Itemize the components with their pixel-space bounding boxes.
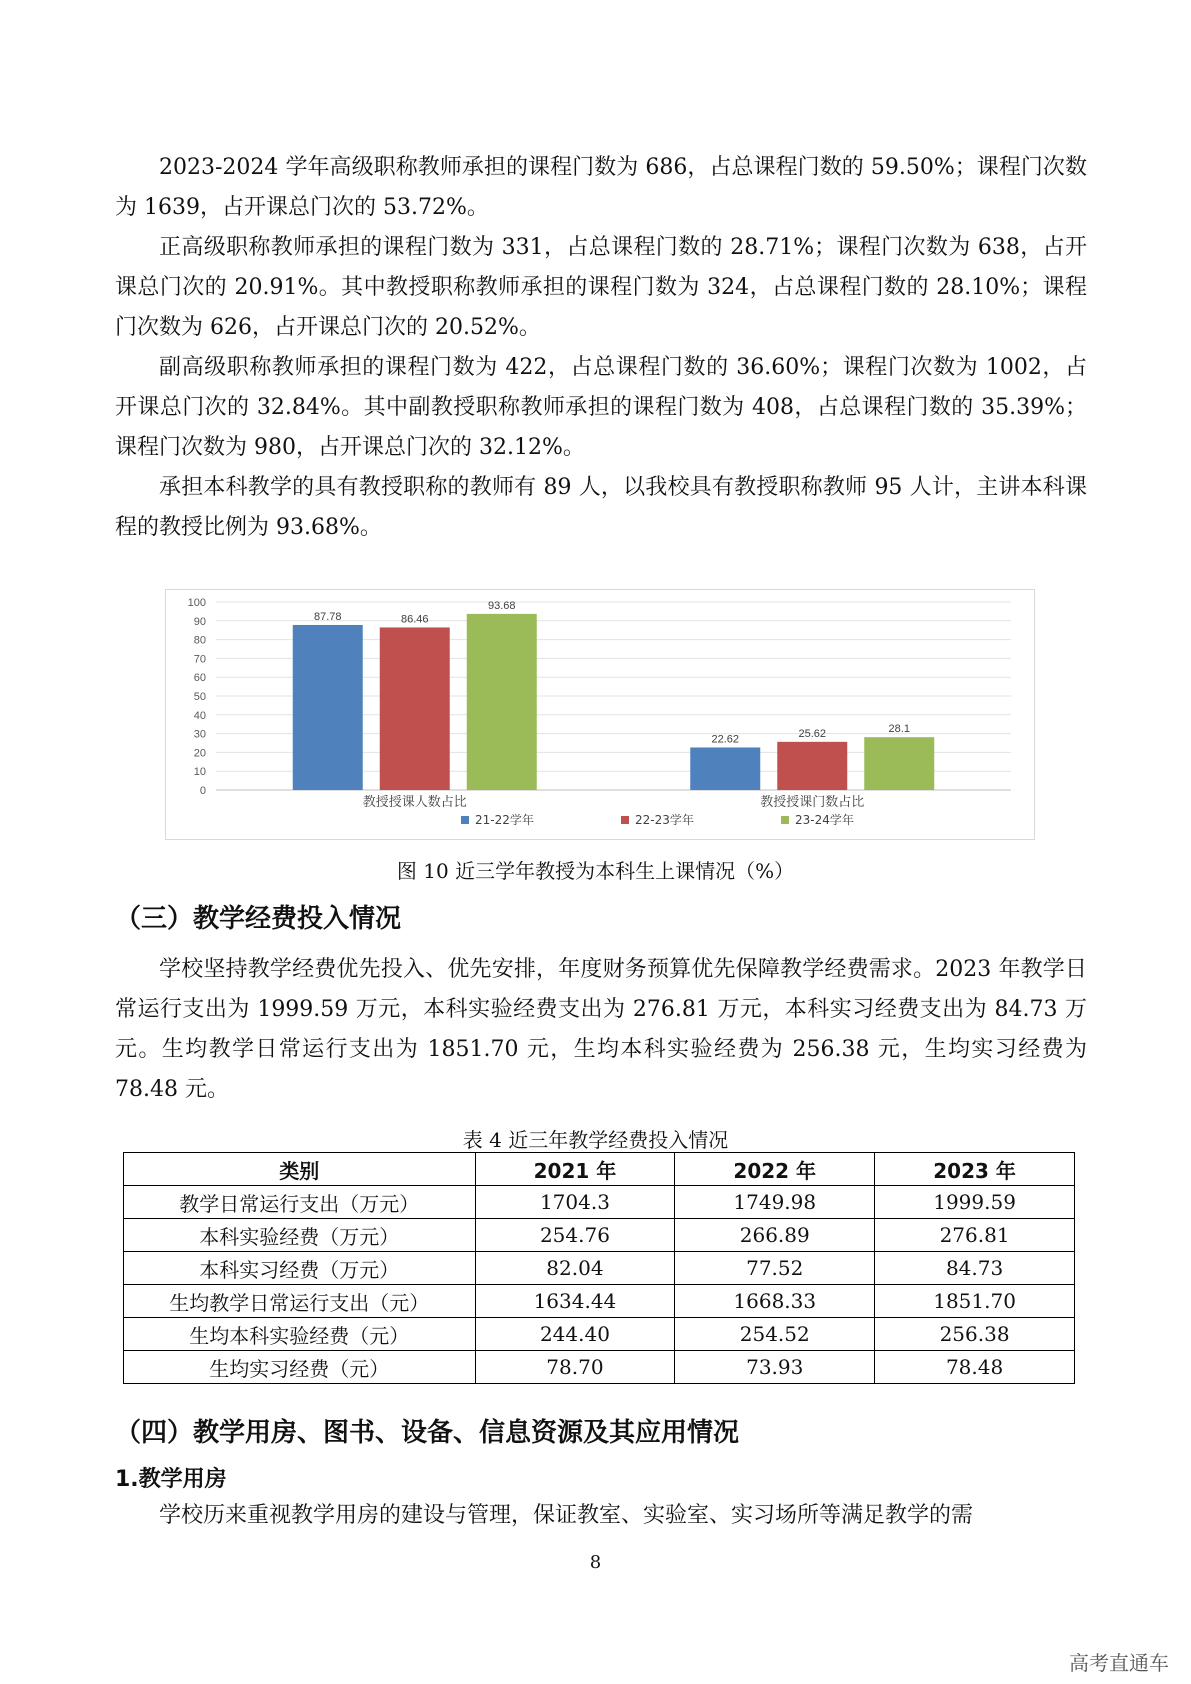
table-cell: 84.73 — [875, 1252, 1075, 1285]
watermark: 高考直通车 — [1069, 1651, 1169, 1675]
figure-caption: 图 10 近三学年教授为本科生上课情况（%） — [396, 859, 795, 883]
table-cell: 77.52 — [675, 1252, 875, 1285]
data-label: 25.62 — [798, 727, 827, 740]
table-cell: 生均本科实验经费（元） — [124, 1318, 476, 1351]
chart-canvas — [166, 590, 1036, 841]
paragraph-associate-senior-courses: 副高级职称教师承担的课程门数为 422，占总课程门数的 36.60%；课程门次数为 1002，占开课总门次的 32.84%。其中副教授职称教师承担的课程门数为 408，占总课程门数的 35.39%；课程门次数为 980，占开课总门次的 32.12%。 — [115, 355, 1087, 460]
table-cell: 教学日常运行支出（万元） — [124, 1186, 476, 1219]
y-tick-label: 50 — [193, 691, 206, 703]
table-caption: 表 4 近三年教学经费投入情况 — [462, 1128, 729, 1152]
table-cell: 78.70 — [475, 1351, 675, 1384]
table-row — [124, 1186, 1075, 1219]
table-cell: 254.52 — [675, 1318, 875, 1351]
legend-label: 21-22学年 — [475, 813, 534, 827]
data-label: 28.1 — [888, 723, 910, 736]
table-cell: 256.38 — [875, 1318, 1075, 1351]
page-number: 8 — [589, 1552, 602, 1573]
table-row — [124, 1318, 1075, 1351]
table-cell: 266.89 — [675, 1219, 875, 1252]
x-category-label: 教授授课人数占比 — [362, 795, 467, 810]
table-header-row — [124, 1153, 1075, 1186]
table-cell: 1634.44 — [475, 1285, 675, 1318]
table-cell: 1749.98 — [675, 1186, 875, 1219]
table-cell: 82.04 — [475, 1252, 675, 1285]
table-cell: 1851.70 — [875, 1285, 1075, 1318]
y-tick-label: 30 — [193, 728, 206, 741]
paragraph-funding: 学校坚持教学经费优先投入、优先安排，年度财务预算优先保障教学经费需求。2023 年教学日常运行支出为 1999.59 万元，本科实验经费支出为 276.81 万元，本科实习经费支出为 84.73 万元。生均教学日常运行支出为 1851.70 元，生均本科实验经费为 256.38 元，生均实习经费为 78.48 元。 — [115, 957, 1087, 1102]
table-header-cell: 2022 年 — [675, 1153, 875, 1186]
legend-swatch — [461, 816, 469, 824]
table-row — [124, 1351, 1075, 1384]
table-cell: 78.48 — [875, 1351, 1075, 1384]
professor-teaching-chart — [165, 589, 1035, 840]
x-category-label: 教授授课门数占比 — [760, 795, 865, 810]
table-cell: 1704.3 — [475, 1186, 675, 1219]
section-3-heading: （三）教学经费投入情况 — [115, 904, 402, 934]
bar — [777, 742, 847, 790]
table-cell: 本科实验经费（万元） — [124, 1219, 476, 1252]
legend-swatch — [621, 816, 629, 824]
y-tick-label: 70 — [193, 653, 206, 666]
bar — [293, 625, 363, 790]
paragraph-full-senior-courses: 正高级职称教师承担的课程门数为 331，占总课程门数的 28.71%；课程门次数为 638，占开课总门次的 20.91%。其中教授职称教师承担的课程门数为 324，占总课程门数的 28.10%；课程门次数为 626，占开课总门次的 20.52%。 — [115, 235, 1087, 340]
legend-label: 23-24学年 — [795, 813, 854, 827]
y-tick-label: 60 — [193, 672, 206, 685]
table-cell: 276.81 — [875, 1219, 1075, 1252]
table-cell: 生均实习经费（元） — [124, 1351, 476, 1384]
data-label: 86.46 — [400, 613, 429, 626]
y-tick-label: 80 — [193, 634, 206, 647]
table-cell: 1668.33 — [675, 1285, 875, 1318]
table-header-cell: 2023 年 — [875, 1153, 1075, 1186]
y-tick-label: 90 — [193, 615, 206, 628]
bar — [864, 737, 934, 790]
legend-label: 22-23学年 — [635, 813, 694, 827]
table-row — [124, 1219, 1075, 1252]
y-tick-label: 40 — [193, 709, 206, 722]
table-header-cell: 类别 — [124, 1153, 476, 1186]
y-tick-label: 0 — [199, 785, 206, 797]
funding-table — [123, 1152, 1075, 1384]
table-cell: 本科实习经费（万元） — [124, 1252, 476, 1285]
table-cell: 244.40 — [475, 1318, 675, 1351]
paragraph-teaching-rooms: 学校历来重视教学用房的建设与管理，保证教室、实验室、实习场所等满足教学的需 — [159, 1503, 974, 1528]
table-cell: 1999.59 — [875, 1186, 1075, 1219]
data-label: 93.68 — [487, 599, 516, 612]
table-cell: 生均教学日常运行支出（元） — [124, 1285, 476, 1318]
bar — [380, 627, 450, 790]
y-tick-label: 10 — [193, 766, 206, 779]
data-label: 22.62 — [711, 733, 740, 746]
subsection-teaching-rooms: 1.教学用房 — [115, 1467, 227, 1492]
section-4-heading: （四）教学用房、图书、设备、信息资源及其应用情况 — [115, 1418, 740, 1448]
table-cell: 254.76 — [475, 1219, 675, 1252]
table-row — [124, 1285, 1075, 1318]
y-tick-label: 20 — [193, 747, 206, 760]
paragraph-senior-title-courses: 2023-2024 学年高级职称教师承担的课程门数为 686，占总课程门数的 59.50%；课程门次数为 1639，占开课总门次的 53.72%。 — [115, 155, 1087, 220]
table-row — [124, 1252, 1075, 1285]
bar — [690, 747, 760, 790]
bar — [467, 614, 537, 790]
data-label: 87.78 — [313, 610, 342, 623]
y-tick-label: 100 — [187, 597, 206, 609]
paragraph-professor-ratio: 承担本科教学的具有教授职称的教师有 89 人，以我校具有教授职称教师 95 人计，主讲本科课程的教授比例为 93.68%。 — [115, 475, 1087, 540]
table-cell: 73.93 — [675, 1351, 875, 1384]
table-header-cell: 2021 年 — [475, 1153, 675, 1186]
legend-swatch — [781, 816, 789, 824]
